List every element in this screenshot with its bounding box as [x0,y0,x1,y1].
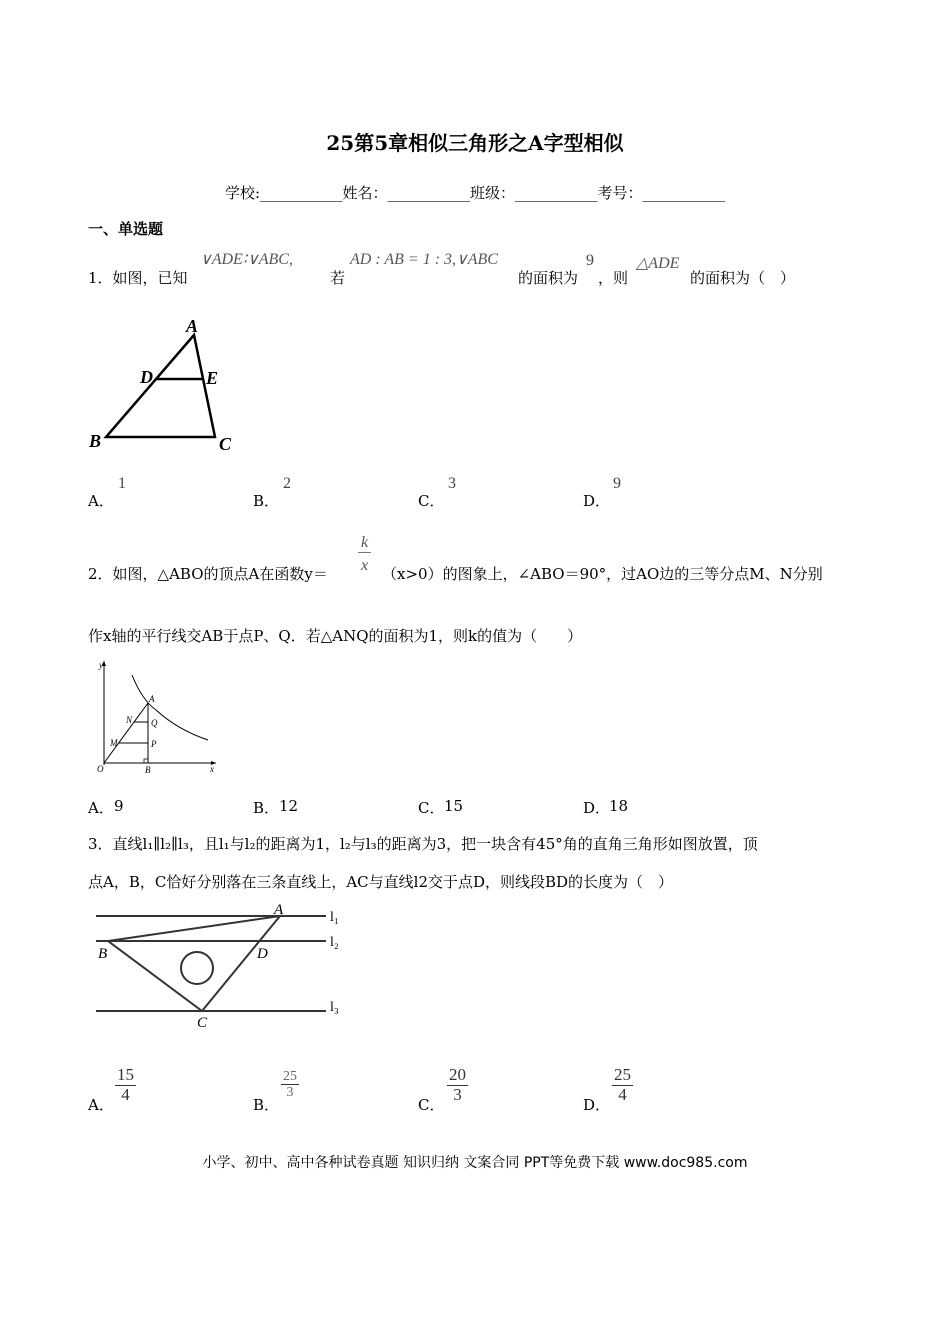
label-n: N [126,715,133,725]
q1-expr-ratio: AD : AB = 1 : 3,∨ABC [350,251,498,268]
q2-option-a-value: 9 [114,797,124,815]
q3-option-d-fraction [612,1066,633,1104]
q2-fraction-num: k [358,533,371,553]
label-l3: l₃ [330,1000,339,1015]
q1-ruo: 若 [330,269,346,287]
q2-fraction [358,533,371,579]
q3-option-a-den: 4 [121,1084,130,1104]
q1-triangle-figure [84,312,244,460]
q2-coordinate-figure [86,655,221,777]
q3-option-a-label: A． [88,1096,114,1114]
q3-option-c-den: 3 [453,1084,462,1104]
label-q: Q [151,718,158,728]
q1-area-text: 的面积为 [518,269,579,287]
q3-parallel-lines-figure [90,900,350,1032]
label-b: B [98,946,108,962]
page-title: 25第5章相似三角形之A字型相似 [326,131,624,155]
q3-option-d-den: 4 [618,1084,627,1104]
q1-option-d-label: D． [583,492,611,510]
q1-option-a-value: 1 [118,475,126,492]
q2-option-d-label: D． [583,799,611,817]
triangle-hole [181,952,213,984]
q3-option-c-num: 20 [449,1065,466,1084]
label-x: x [210,764,214,774]
q2-line2: 作x轴的平行线交AB于点P、Q．若△ANQ的面积为1，则k的值为（ ） [88,627,583,645]
label-a: A [274,902,284,918]
label-d: D [257,946,268,962]
q2-option-c-value: 15 [444,797,464,815]
label-l1: l₁ [330,910,339,925]
section-heading: 一、单选题 [88,220,164,238]
q2-line1-end: （x>0）的图象上，∠ABO＝90°，过AO边的三等分点M、N分别 [382,565,823,583]
q2-option-b-value: 12 [279,797,299,815]
q1-expr-ade: △ADE [636,255,680,272]
label-o: O [97,764,104,774]
q2-option-b-label: B． [253,799,280,817]
q1-option-c-label: C． [418,492,445,510]
label-l2: l₂ [330,935,339,950]
q3-option-a-fraction [115,1066,136,1104]
label-a: A [149,694,155,704]
q1-area-value: 9 [586,252,594,269]
q3-option-b-label: B． [253,1096,280,1114]
page-footer: 小学、初中、高中各种试卷真题 知识归纳 文案合同 PPT等免费下载 www.doc985.com [202,1155,748,1171]
q3-option-b-fraction [281,1069,299,1101]
q1-option-b-value: 2 [283,475,291,492]
q2-option-a-label: A． [88,799,114,817]
q3-option-c-label: C． [418,1096,445,1114]
q1-option-a-label: A． [88,492,114,510]
q2-option-c-label: C． [418,799,445,817]
q1-expr-similar: ∨ADE∶∨ABC, [200,251,293,268]
q1-then: ，则 [598,269,629,287]
label-b: B [89,431,102,451]
q1-question-end: 的面积为（ ） [690,269,796,287]
q2-fraction-den: x [361,557,369,575]
right-triangle-abc [108,916,280,1011]
label-b: B [145,765,151,775]
right-angle-mark [144,759,148,763]
q2-line1-start: 2．如图，△ABO的顶点A在函数y＝ [88,565,328,583]
q1-option-b-label: B． [253,492,280,510]
label-a: A [186,316,199,336]
q3-line2: 点A，B，C恰好分别落在三条直线上，AC与直线l2交于点D，则线段BD的长度为（ ） [88,873,674,891]
segment-ao [104,703,148,763]
q3-option-c-fraction [447,1066,468,1104]
q1-option-d-value: 9 [613,475,621,492]
q3-option-a-num: 15 [117,1065,134,1084]
label-p: P [151,739,157,749]
triangle-abc [106,335,215,437]
label-c: C [219,434,232,454]
label-m: M [110,738,118,748]
label-c: C [197,1015,208,1031]
hyperbola-curve [132,675,208,740]
label-y: y [99,660,103,670]
q1-prefix: 1．如图，已知 [88,269,188,287]
q2-option-d-value: 18 [609,797,629,815]
student-info-line: 学校:___________姓名：___________班级：___________考号：___________ [224,184,726,202]
q3-option-d-label: D． [583,1096,611,1114]
q3-option-d-num: 25 [614,1065,631,1084]
q3-option-b-den: 3 [286,1085,294,1101]
label-e: E [206,368,219,388]
q3-option-b-num: 25 [283,1069,297,1084]
q3-line1: 3．直线l₁∥l₂∥l₃，且l₁与l₂的距离为1，l₂与l₃的距离为3，把一块含有45°角的直角三角形如图放置，顶 [88,835,758,853]
label-d: D [140,367,153,387]
q1-option-c-value: 3 [448,475,456,492]
